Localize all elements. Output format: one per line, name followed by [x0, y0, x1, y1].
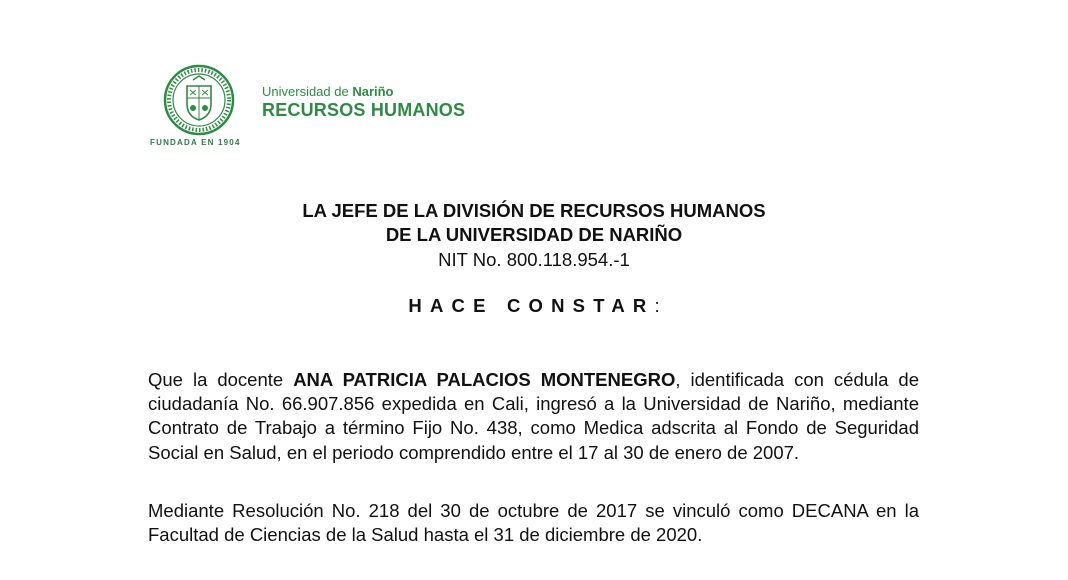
university-seal-logo — [163, 64, 235, 136]
university-name: Universidad de Nariño — [262, 84, 394, 99]
department-name: RECURSOS HUMANOS — [262, 100, 466, 120]
hace-constar-heading: HACE CONSTAR: — [408, 295, 660, 316]
paragraph-employment: Que la docente ANA PATRICIA PALACIOS MONTENEGRO, identificada con cédula de ciudadanía No. 66.907.856 expedida en Cali, ingresó a la Universidad de Nariño, mediante Contrato de Trabajo a término Fijo No. 438, como Medica adscrita al Fondo de Seguridad Social en Salud, en el periodo comprendido entre el 17 al 30 de enero de 2007. — [148, 369, 919, 463]
document-title-line-1: LA JEFE DE LA DIVISIÓN DE RECURSOS HUMANOS — [302, 200, 766, 221]
document-title-line-2: DE LA UNIVERSIDAD DE NARIÑO — [385, 224, 683, 245]
logo-wordmark — [262, 84, 465, 121]
employee-name: ANA PATRICIA PALACIOS MONTENEGRO — [293, 369, 676, 390]
founded-tagline: FUNDADA EN 1904 — [150, 138, 241, 147]
nit-number: NIT No. 800.118.954.-1 — [438, 249, 630, 270]
paragraph-resolution: Mediante Resolución No. 218 del 30 de octubre de 2017 se vinculó como DECANA en la Facultad de Ciencias de la Salud hasta el 31 de diciembre de 2020. — [148, 500, 919, 546]
